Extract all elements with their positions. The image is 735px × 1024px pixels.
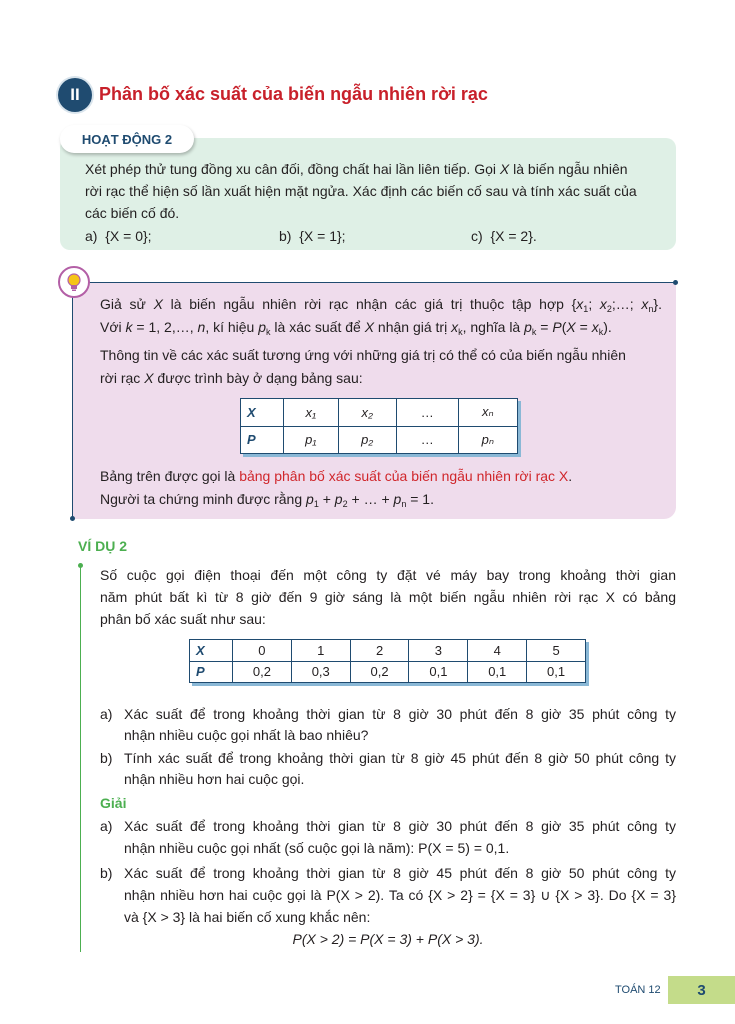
definition-para2-line2: rời rạc X được trình bày ở dạng bảng sau: (100, 370, 363, 386)
table-header-p: P (241, 426, 284, 454)
example-intro-line-2: năm phút bất kì từ 8 giờ đến 9 giờ sáng là một biến ngẫu nhiên rời rạc X có bảng (100, 589, 676, 605)
table-cell: xₙ (458, 399, 517, 427)
definition-highlight: bảng phân bố xác suất của biến ngẫu nhiên rời rạc X (239, 468, 569, 484)
table-cell: 1 (291, 640, 350, 662)
activity-text-line-3: các biến cố đó. (85, 205, 180, 221)
solution-b-line-1: Xác suất để trong khoảng thời gian từ 8 giờ 45 phút đến 8 giờ 50 phút công ty (124, 865, 676, 881)
solution-b-label: b) (100, 865, 113, 881)
table-row (241, 426, 518, 454)
definition-para3: Bảng trên được gọi là bảng phân bố xác suất của biến ngẫu nhiên rời rạc X. (100, 468, 573, 484)
solution-a-label: a) (100, 818, 113, 834)
solution-b-line-3: và {X > 3} là hai biến cố xung khắc nên: (124, 909, 371, 925)
table-cell: 0,1 (409, 661, 468, 683)
question-a-label: a) (100, 706, 113, 722)
table-cell: 0,2 (350, 661, 409, 683)
section-number-badge: II (58, 78, 92, 112)
solution-formula: P(X > 2) = P(X = 3) + P(X > 3). (292, 931, 484, 947)
example-intro-line-3: phân bố xác suất như sau: (100, 611, 266, 627)
question-b-line-2: nhận nhiều hơn hai cuộc gọi. (124, 771, 305, 787)
solution-a-line-1: Xác suất để trong khoảng thời gian từ 8 giờ 30 phút đến 8 giờ 35 phút công ty (124, 818, 676, 834)
question-b-line-1: Tính xác suất để trong khoảng thời gian từ 8 giờ 45 phút đến 8 giờ 50 phút công ty (124, 750, 676, 766)
lightbulb-icon (58, 266, 90, 298)
footer-book-title: TOÁN 12 (615, 984, 661, 996)
table-header-x: X (241, 399, 284, 427)
definition-para2-line1: Thông tin về các xác suất tương ứng với những giá trị có thể có của biến ngẫu nhiên (100, 347, 626, 363)
rule-end-dot (70, 516, 75, 521)
table-cell: 0,1 (527, 661, 586, 683)
example-title: VÍ DỤ 2 (78, 538, 128, 554)
table-header-x: X (190, 640, 233, 662)
table-cell: p₂ (338, 426, 396, 454)
rule-end-dot (673, 280, 678, 285)
table-cell: 0,1 (468, 661, 527, 683)
definition-left-rule (72, 282, 73, 519)
page-number: 3 (668, 976, 735, 1004)
activity-text-line-2: rời rạc thể hiện số lần xuất hiện mặt ngửa. Xác định các biến cố sau và tính xác suất của (85, 183, 637, 199)
table-cell: pₙ (458, 426, 517, 454)
table-cell: 4 (468, 640, 527, 662)
definition-para1-line1: Giả sử X là biến ngẫu nhiên rời rạc nhận các giá trị thuộc tập hợp {$x_1$; $x_2;\dots$; $x_n$}. (100, 296, 662, 314)
activity-item-c: c) {X = 2}. (471, 228, 537, 244)
table-header-p: P (190, 661, 233, 683)
question-a-line-2: nhận nhiều cuộc gọi nhất là bao nhiêu? (124, 727, 369, 743)
solution-title: Giải (100, 795, 127, 811)
table-cell: 0 (233, 640, 292, 662)
table-cell: … (396, 426, 458, 454)
solution-b-line-2: nhận nhiều hơn hai cuộc gọi là P(X > 2). Ta có {X > 2} = {X = 3} ∪ {X > 3}. Do {X = 3} (124, 887, 676, 903)
question-b-label: b) (100, 750, 113, 766)
example-intro-line-1: Số cuộc gọi điện thoại đến một công ty đặt vé máy bay trong khoảng thời gian (100, 567, 676, 583)
table-cell: 0,2 (233, 661, 292, 683)
question-a-line-1: Xác suất để trong khoảng thời gian từ 8 giờ 30 phút đến 8 giờ 35 phút công ty (124, 706, 676, 722)
definition-para1-line2: Với k = 1, 2,…, n, kí hiệu $p_k$ là xác suất để X nhận giá trị $x_k$, nghĩa là $p_k = P(X = x_k)$. (100, 319, 612, 337)
activity-item-a: a) {X = 0}; (85, 228, 152, 244)
table-cell: 3 (409, 640, 468, 662)
definition-para4: Người ta chứng minh được rằng $p_1 + p_2$ + … + $p_n = 1$. (100, 491, 434, 509)
solution-a-line-2: nhận nhiều cuộc gọi nhất (số cuộc gọi là năm): P(X = 5) = 0,1. (124, 840, 510, 856)
table-cell: x₁ (284, 399, 339, 427)
table-row (241, 399, 518, 427)
table-row (190, 640, 586, 662)
table-cell: 0,3 (291, 661, 350, 683)
activity-text-line-1: Xét phép thử tung đồng xu cân đối, đồng chất hai lần liên tiếp. Gọi X là biến ngẫu nhiên (85, 161, 628, 177)
example-distribution-table (189, 639, 586, 683)
table-cell: 2 (350, 640, 409, 662)
example-left-rule (80, 566, 81, 952)
table-row (190, 661, 586, 683)
definition-top-rule (72, 282, 676, 283)
table-cell: … (396, 399, 458, 427)
table-cell: p₁ (284, 426, 339, 454)
general-distribution-table (240, 398, 518, 454)
table-cell: 5 (527, 640, 586, 662)
activity-tab-label: HOẠT ĐỘNG 2 (60, 125, 194, 153)
section-title: Phân bố xác suất của biến ngẫu nhiên rời rạc (99, 84, 488, 104)
activity-item-b: b) {X = 1}; (279, 228, 346, 244)
table-cell: x₂ (338, 399, 396, 427)
